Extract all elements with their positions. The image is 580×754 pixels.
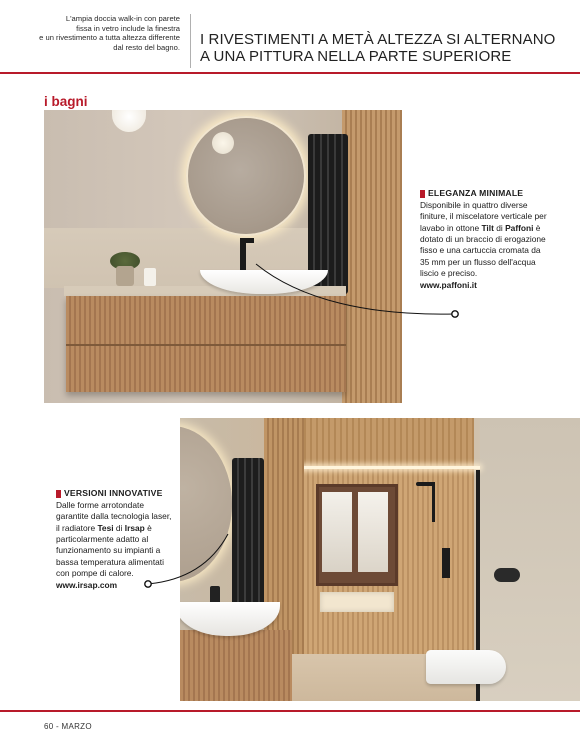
note-text: è dotato di un braccio di erogazione fisso e una cartuccia cromata da 35 mm per un flusso dell'acqua liscio e preciso.	[420, 222, 546, 279]
ceiling-lamp	[112, 110, 146, 132]
note-text: è particolarmente adatto al funzionamento su impianti a bassa temperatura alimentati con pompe di calore.	[56, 522, 164, 579]
header-rule	[0, 72, 580, 74]
page-title	[200, 32, 560, 66]
header-divider	[190, 14, 191, 68]
leader-dot-paffoni	[452, 311, 458, 317]
note-text: di	[493, 222, 506, 233]
round-mirror	[180, 426, 232, 582]
note-text: di	[113, 522, 125, 533]
brand-url[interactable]: www.paffoni.it	[420, 279, 477, 290]
caption-line: dal resto del bagno.	[113, 43, 180, 53]
product-name: Tilt	[481, 222, 494, 233]
mixer-spout	[240, 238, 254, 243]
fluted-wood-cabinet	[180, 630, 292, 701]
brand-name: Paffoni	[505, 222, 534, 233]
wall-hung-toilet	[426, 650, 506, 684]
section-label: i bagni	[44, 94, 88, 109]
note-body	[420, 200, 550, 280]
wooden-slat-wall	[342, 110, 402, 403]
note-title-text: VERSIONI INNOVATIVE	[64, 488, 163, 498]
note-title	[56, 488, 172, 500]
bathroom-photo-vanity	[44, 110, 402, 403]
note-body	[56, 500, 172, 580]
header-caption	[28, 14, 180, 53]
lit-shelf-niche	[320, 592, 394, 612]
note-text: Dalle forme arrotondate garantite dalla tecnologia laser, il radiatore	[56, 499, 172, 533]
product-name: Tesi	[97, 522, 114, 533]
product-note-paffoni	[420, 188, 550, 291]
caption-line: fissa in vetro include la finestra	[76, 23, 180, 33]
red-square-icon	[420, 190, 425, 198]
led-strip-light	[280, 466, 480, 469]
footer-rule	[0, 710, 580, 712]
title-line: I RIVESTIMENTI A METÀ ALTEZZA SI ALTERNANO	[200, 31, 556, 48]
bathroom-photo-shower	[180, 418, 580, 701]
brand-url[interactable]: www.irsap.com	[56, 579, 118, 590]
flush-plate	[494, 568, 520, 582]
title-line: A UNA PITTURA NELLA PARTE SUPERIORE	[200, 47, 512, 65]
page-folio: 60 - MARZO	[44, 722, 92, 731]
note-title-text: ELEGANZA MINIMALE	[428, 188, 524, 198]
caption-line: e un rivestimento a tutta altezza differente	[39, 33, 180, 43]
black-radiator	[232, 458, 264, 608]
round-mirror	[186, 116, 306, 236]
brand-name: Irsap	[124, 522, 145, 533]
soap-dispenser	[144, 268, 156, 286]
window-pane	[358, 492, 388, 572]
red-square-icon	[56, 490, 61, 498]
window-pane	[322, 492, 352, 572]
pendant-lamp-reflection	[212, 132, 234, 154]
cabinet-drawer-line	[66, 344, 346, 346]
plant-pot	[116, 266, 134, 286]
caption-line: L'ampia doccia walk-in con parete	[65, 14, 180, 23]
shower-pipe	[432, 482, 435, 522]
shower-mixer	[442, 548, 450, 578]
note-title	[420, 188, 550, 200]
product-note-irsap	[56, 488, 172, 591]
note-text: Disponibile in quattro diverse finiture, il miscelatore verticale per lavabo in ottone	[420, 199, 547, 233]
